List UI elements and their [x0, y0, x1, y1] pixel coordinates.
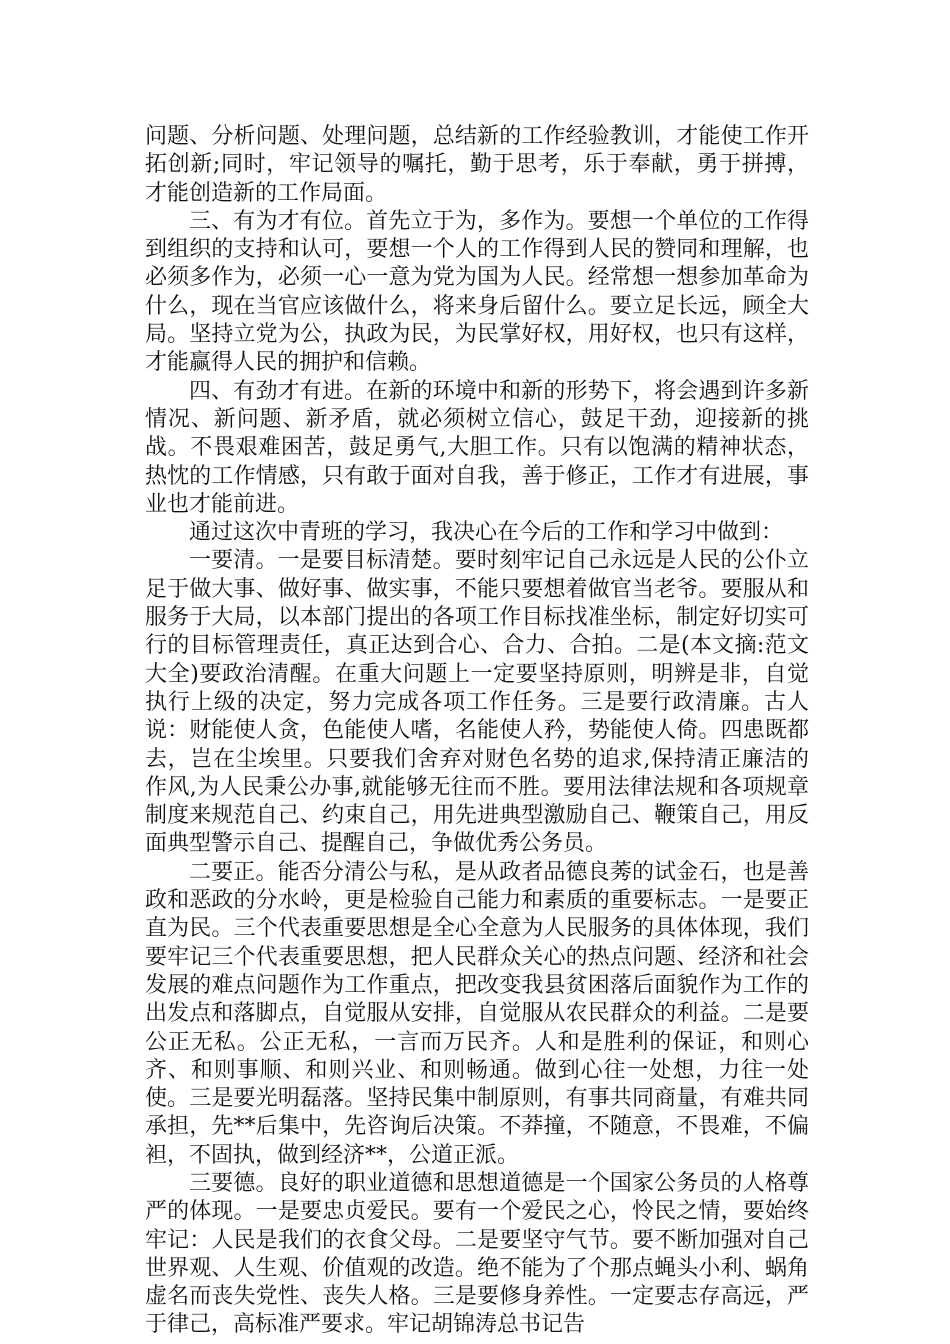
document-body	[145, 123, 809, 1340]
paragraph-be-virtuous: 三要德。良好的职业道德和思想道德是一个国家公务员的人格尊严的体现。一是要忠贞爱民。要有一个爱民之心，怜民之情，要始终牢记：人民是我们的衣食父母。二是要坚守气节。要不断加强对自己世界观、人生观、价值观的改造。绝不能为了个那点蝇头小利、蜗角虚名而丧失党性、丧失人格。三是要修身养性。一定要志存高远，严于律己，高标准严要求。牢记胡锦涛总书记告	[145, 1170, 809, 1338]
paragraph-section-three: 三、有为才有位。首先立于为，多作为。要想一个单位的工作得到组织的支持和认可，要想一个人的工作得到人民的赞同和理解，也必须多作为，必须一心一意为党为国为人民。经常想一想参加革命为什么，现在当官应该做什么，将来身后留什么。要立足长远，顾全大局。坚持立党为公，执政为民，为民掌好权，用好权，也只有这样，才能赢得人民的拥护和信赖。	[145, 208, 809, 376]
paragraph-resolution-intro: 通过这次中青班的学习，我决心在今后的工作和学习中做到：	[189, 520, 784, 546]
paragraph-continuation: 问题、分析问题、处理问题，总结新的工作经验教训，才能使工作开拓创新;同时，牢记领导的嘱托，勤于思考，乐于奉献，勇于拼搏，才能创造新的工作局面。	[145, 124, 809, 206]
paragraph-be-upright: 二要正。能否分清公与私，是从政者品德良莠的试金石，也是善政和恶政的分水岭，更是检验自己能力和素质的重要标志。一是要正直为民。三个代表重要思想是全心全意为人民服务的具体体现，我们要牢记三个代表重要思想，把人民群众关心的热点问题、经济和社会发展的难点问题作为工作重点，把改变我县贫困落后面貌作为工作的出发点和落脚点，自觉服从安排，自觉服从农民群众的利益。二是要公正无私。公正无私，一言而万民齐。人和是胜利的保证，和则心齐、和则事顺、和则兴业、和则畅通。做到心往一处想，力往一处使。三是要光明磊落。坚持民集中制原则，有事共同商量，有难共同承担，先**后集中，先咨询后决策。不莽撞，不随意，不畏难，不偏袒，不固执，做到经济**，公道正派。	[145, 859, 809, 1168]
paragraph-section-four: 四、有劲才有进。在新的环境中和新的形势下，将会遇到许多新情况、新问题、新矛盾，就必须树立信心，鼓足干劲，迎接新的挑战。不畏艰难困苦，鼓足勇气,大胆工作。只有以饱满的精神状态，热忱的工作情感，只有敢于面对自我，善于修正，工作才有进展，事业也才能前进。	[145, 378, 809, 517]
paragraph-be-clear: 一要清。一是要目标清楚。要时刻牢记自己永远是人民的公仆立足于做大事、做好事、做实事，不能只要想着做官当老爷。要服从和服务于大局，以本部门提出的各项工作目标找准坐标，制定好切实可行的目标管理责任，真正达到合心、合力、合拍。二是(本文摘:范文大全)要政治清醒。在重大问题上一定要坚持原则，明辨是非，自觉执行上级的决定，努力完成各项工作任务。三是要行政清廉。古人说：财能使人贪，色能使人嗜，名能使人矜，势能使人倚。四患既都去，岂在尘埃里。只要我们舍弃对财色名势的追求,保持清正廉洁的作风,为人民秉公办事,就能够无往而不胜。要用法律法规和各项规章制度来规范自己、约束自己，用先进典型激励自己、鞭策自己，用反面典型警示自己、提醒自己，争做优秀公务员。	[145, 548, 809, 857]
